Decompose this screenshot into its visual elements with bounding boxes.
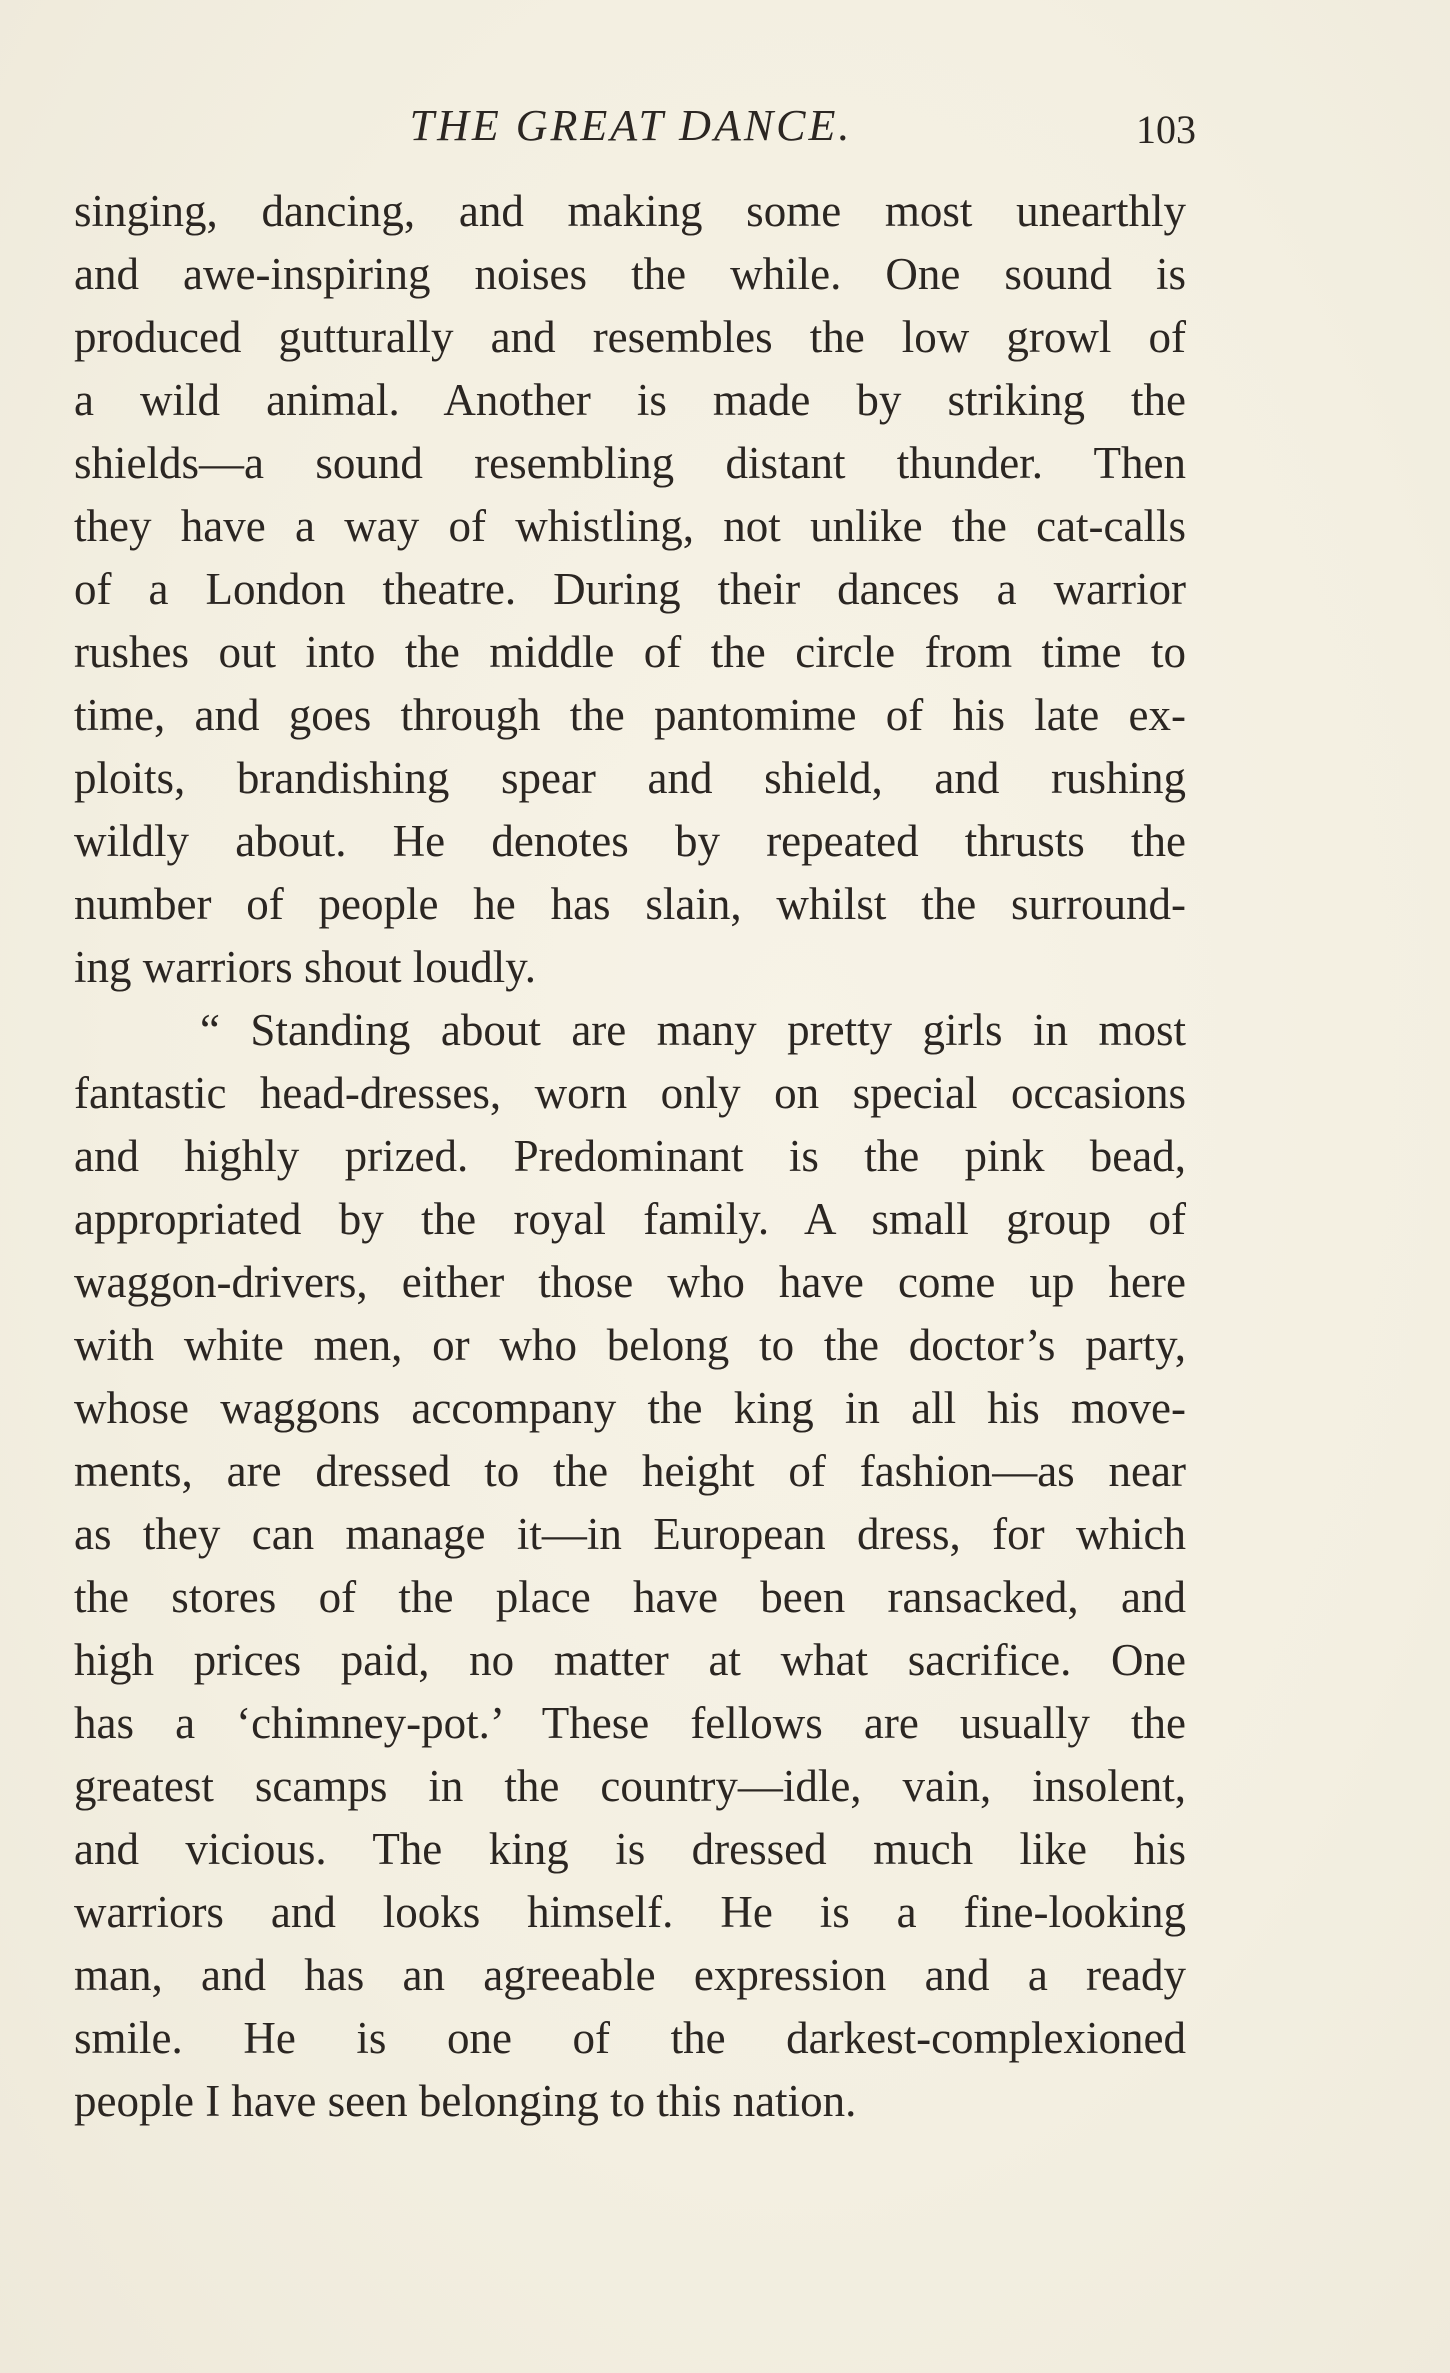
text-line: as they can manage it—in European dress, for which — [74, 1509, 1186, 1559]
text-line: has a ‘chimney-pot.’ These fellows are usually the — [74, 1698, 1186, 1748]
running-title: THE GREAT DANCE. — [409, 101, 853, 150]
text-line: man, and has an agreeable expression and a ready — [74, 1950, 1186, 2000]
text-line: time, and goes through the pantomime of his late ex- — [74, 690, 1186, 740]
text-line: ments, are dressed to the height of fashion—as near — [74, 1446, 1186, 1496]
text-line: and highly prized. Predominant is the pink bead, — [74, 1131, 1186, 1181]
text-line: of a London theatre. During their dances a warrior — [74, 564, 1186, 614]
text-line: wildly about. He denotes by repeated thrusts the — [74, 816, 1186, 866]
paragraph-first-line: “ Standing about are many pretty girls in most — [200, 1005, 1186, 1055]
page-number: 103 — [1136, 107, 1196, 152]
paragraph-end-line: ing warriors shout loudly. — [74, 942, 537, 992]
text-line: rushes out into the middle of the circle from time to — [74, 627, 1186, 677]
text-line: the stores of the place have been ransacked, and — [74, 1572, 1186, 1622]
body-text — [74, 180, 1186, 2133]
text-line: and vicious. The king is dressed much like his — [74, 1824, 1186, 1874]
text-line: warriors and looks himself. He is a fine-looking — [74, 1887, 1186, 1937]
text-line: with white men, or who belong to the doctor’s party, — [74, 1320, 1186, 1370]
text-line: shields—a sound resembling distant thunder. Then — [74, 438, 1186, 488]
text-line: fantastic head-dresses, worn only on special occasions — [74, 1068, 1186, 1118]
text-line: and awe-inspiring noises the while. One sound is — [74, 249, 1186, 299]
text-line: produced gutturally and resembles the low growl of — [74, 312, 1186, 362]
text-line: whose waggons accompany the king in all his move- — [74, 1383, 1186, 1433]
text-line: greatest scamps in the country—idle, vain, insolent, — [74, 1761, 1186, 1811]
text-line: singing, dancing, and making some most unearthly — [74, 186, 1186, 236]
paragraph-end-line: people I have seen belonging to this nation. — [74, 2076, 857, 2126]
text-line: ploits, brandishing spear and shield, and rushing — [74, 753, 1186, 803]
page-header — [76, 96, 1196, 156]
text-line: waggon-drivers, either those who have come up here — [74, 1257, 1186, 1307]
text-line: high prices paid, no matter at what sacrifice. One — [74, 1635, 1186, 1685]
text-line: smile. He is one of the darkest-complexioned — [74, 2013, 1186, 2063]
text-line: number of people he has slain, whilst the surround- — [74, 879, 1186, 929]
text-line: appropriated by the royal family. A small group of — [74, 1194, 1186, 1244]
text-line: a wild animal. Another is made by striking the — [74, 375, 1186, 425]
text-line: they have a way of whistling, not unlike the cat-calls — [74, 501, 1186, 551]
